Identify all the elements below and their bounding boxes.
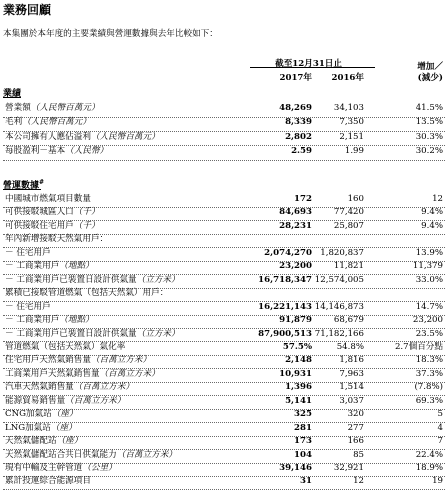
operations-row-label	[5, 315, 94, 326]
label-unit: （人民幣）	[65, 145, 109, 156]
value-2017: 172	[294, 194, 312, 204]
value-2017: 48,269	[279, 103, 312, 113]
value-2017: 23,200	[279, 261, 312, 272]
operations-row	[0, 450, 448, 461]
label-unit: （人民幣百萬元）	[30, 103, 100, 113]
value-2017: 31	[300, 476, 312, 487]
label-main: － 工商業用戶已裝置日設計供氣量	[5, 274, 137, 285]
label-main: 年內新增接駁天然氣用戶：	[5, 234, 109, 245]
operations-row	[0, 476, 448, 487]
label-main: 累積已接駁管道燃氣（包括天然氣）用戶：	[5, 288, 169, 299]
operations-row	[0, 355, 448, 366]
operations-row	[0, 436, 448, 447]
operations-row-label	[5, 423, 77, 434]
value-2017: 2,148	[285, 355, 312, 366]
operations-row-label	[5, 355, 151, 366]
operations-row	[0, 342, 448, 353]
value-2017: 104	[294, 449, 312, 460]
label-main: 管道燃氣（包括天然氣）氣化率	[5, 341, 126, 352]
operations-row-label	[5, 329, 180, 340]
operations-row-label	[5, 409, 78, 420]
operations-row	[0, 423, 448, 434]
value-2016: 166	[347, 436, 364, 447]
value-2017: 84,693	[279, 207, 312, 218]
operations-row-divider	[3, 489, 445, 490]
value-2016: 320	[347, 409, 364, 420]
value-2016: 14,146,873	[314, 301, 364, 312]
value-2016: 25,807	[333, 220, 364, 231]
label-main: － 工商業用戶	[5, 261, 60, 272]
results-row	[0, 103, 448, 114]
operations-row-label	[5, 275, 180, 286]
label-main: － 工商業用戶已裝置日設計供氣量	[5, 328, 137, 339]
label-unit: （座）	[50, 422, 77, 433]
intro-text: 本集團於本年度的主要業績與營運數據與去年比較如下：	[3, 29, 218, 39]
operations-row	[0, 221, 448, 232]
value-2017: 281	[294, 422, 312, 433]
value-2017: 10,931	[279, 368, 312, 379]
operations-row	[0, 382, 448, 393]
value-2017: 173	[294, 436, 312, 447]
label-unit: （百萬立方米）	[90, 355, 152, 366]
operations-row-label	[5, 396, 125, 407]
operations-row-label	[5, 221, 100, 232]
label-unit: （座）	[56, 436, 83, 447]
period-header: 截至12月31日止	[275, 59, 342, 69]
label-unit: （百萬立方米）	[99, 368, 160, 379]
value-change: 7	[437, 436, 443, 447]
value-change: 69.3%	[415, 395, 443, 406]
operations-row	[0, 409, 448, 420]
value-change: 11,379	[412, 261, 443, 272]
value-change: 30.3%	[415, 131, 443, 142]
label-main: － 工商業用戶	[5, 315, 60, 326]
value-change: 5	[437, 409, 443, 420]
results-row-label	[5, 132, 160, 143]
value-change: 30.2%	[415, 145, 443, 156]
value-2016: 11,821	[333, 261, 364, 272]
label-main: 工商業用戶天然氣銷售量	[5, 368, 100, 379]
operations-row-label	[5, 302, 51, 313]
value-2017: 2,802	[285, 131, 312, 142]
value-change: 4	[437, 422, 443, 433]
results-row	[0, 132, 448, 143]
value-change: 13.5%	[415, 117, 443, 128]
value-2016: 3,037	[339, 395, 364, 406]
change-header-bottom: (減少)	[417, 73, 443, 83]
results-row	[0, 117, 448, 128]
operations-heading-mark: #	[39, 179, 45, 186]
operations-row-label	[5, 248, 51, 259]
value-2016: 12	[353, 476, 364, 487]
value-change: 41.5%	[415, 103, 443, 113]
results-row-label	[5, 117, 91, 128]
value-2016: 32,921	[333, 463, 364, 473]
label-main: 可供接駁住宅用戶	[5, 220, 74, 231]
label-main: 營業額	[5, 103, 31, 113]
operations-row	[0, 329, 448, 340]
label-main: 能源貿易銷售量	[5, 395, 66, 406]
label-main: 汽車天然氣銷售量	[5, 382, 74, 393]
value-2016: 77,420	[333, 207, 364, 218]
value-change: 19	[432, 476, 443, 487]
value-change: 2.7個百分點	[394, 341, 443, 352]
label-main: CNG加氣站	[5, 409, 52, 420]
value-change: 12	[432, 194, 443, 204]
value-2016: 2,151	[339, 131, 364, 142]
value-change: 22.4%	[415, 449, 443, 460]
value-change: 18.9%	[415, 463, 443, 473]
operations-row-label	[5, 436, 82, 447]
value-2017: 16,221,143	[258, 301, 312, 312]
value-2017: 16,718,347	[258, 274, 312, 285]
value-change: 13.9%	[415, 247, 443, 258]
value-2016: 7,350	[339, 117, 364, 128]
value-2017: 39,146	[279, 463, 312, 473]
label-unit: （千）	[73, 207, 100, 218]
operations-heading-rule	[3, 189, 41, 190]
operations-row	[0, 463, 448, 474]
value-2016: 7,963	[339, 368, 364, 379]
label-unit: （百萬立方米）	[73, 382, 134, 393]
operations-row	[0, 194, 448, 205]
operations-row-label	[5, 450, 177, 461]
label-main: 現有中輸及主幹管道	[5, 463, 83, 473]
value-change: 33.0%	[415, 274, 443, 285]
label-unit: （座）	[51, 409, 78, 420]
label-unit: （百萬立方米）	[65, 395, 126, 406]
label-unit: （公里）	[82, 463, 117, 473]
value-2017: 87,900,513	[258, 328, 312, 339]
value-change: 23,200	[412, 315, 443, 326]
label-main: － 住宅用戶	[5, 247, 51, 258]
results-row	[0, 146, 448, 157]
change-header-top: 增加／	[417, 62, 443, 72]
value-2017: 5,141	[285, 395, 312, 406]
value-2016: 1,820,837	[320, 247, 364, 258]
page-title: 業務回顧	[3, 3, 52, 17]
results-row-divider	[3, 160, 445, 161]
label-unit: （立方米）	[136, 328, 180, 339]
label-main: 中國城市燃氣項目數量	[5, 194, 91, 204]
operations-row	[0, 261, 448, 272]
value-2016: 12,574,005	[314, 274, 364, 285]
value-change: 9.4%	[421, 207, 443, 218]
label-unit: （人民幣百萬元）	[22, 117, 91, 128]
value-2017: 2.59	[291, 145, 312, 156]
operations-row	[0, 234, 448, 245]
label-main: 天然氣儲配站	[5, 436, 57, 447]
value-2017: 325	[294, 409, 312, 420]
operations-row-label	[5, 342, 125, 353]
value-2016: 71,182,166	[314, 328, 364, 339]
label-main: 天然氣儲配站合共日供氣能力	[5, 449, 117, 460]
value-change: 14.7%	[415, 301, 443, 312]
label-unit: （人民幣百萬元）	[90, 131, 160, 142]
value-2017: 28,231	[279, 220, 312, 231]
value-2016: 160	[347, 194, 364, 204]
label-unit: （地點）	[59, 261, 94, 272]
operations-row	[0, 288, 448, 299]
results-row-label	[5, 146, 108, 157]
value-2016: 34,103	[333, 103, 364, 113]
value-2017: 91,879	[279, 315, 312, 326]
operations-row	[0, 302, 448, 313]
operations-row	[0, 315, 448, 326]
operations-row-label	[5, 369, 160, 380]
value-change: 23.5%	[415, 328, 443, 339]
operations-row	[0, 396, 448, 407]
label-main: － 住宅用戶	[5, 301, 51, 312]
label-unit: （千）	[73, 220, 100, 231]
operations-row-label	[5, 288, 168, 299]
operations-row-label	[5, 194, 91, 205]
label-main: 住宅用戶天然氣銷售量	[5, 355, 91, 366]
operations-row-label	[5, 261, 94, 272]
operations-row-label	[5, 476, 91, 487]
value-2017: 1,396	[285, 382, 312, 393]
value-2017: 8,339	[285, 117, 312, 128]
operations-row-label	[5, 463, 117, 474]
label-main: 毛利	[5, 117, 23, 128]
results-row-label	[5, 103, 100, 114]
operations-row	[0, 248, 448, 259]
value-2017: 57.5%	[282, 341, 312, 352]
label-main: 可供接駁城區人口	[5, 207, 74, 218]
operations-heading-text: 營運數據	[3, 181, 40, 191]
label-main: LNG加氣站	[5, 422, 51, 433]
label-main: 累計投運綜合能源項目	[5, 476, 91, 487]
value-2017: 2,074,270	[264, 247, 312, 258]
value-2016: 1.99	[344, 145, 364, 156]
value-change: 37.3%	[415, 368, 443, 379]
year-2017-header: 2017年	[279, 73, 312, 83]
operations-row-label	[5, 382, 134, 393]
label-unit: （百萬立方米）	[116, 449, 177, 460]
value-2016: 1,816	[339, 355, 364, 366]
value-2016: 68,679	[333, 315, 364, 326]
label-main: 每股盈利－基本	[5, 145, 66, 156]
operations-row-label	[5, 234, 108, 245]
label-main: 本公司擁有人應佔溢利	[5, 131, 91, 142]
operations-row	[0, 275, 448, 286]
operations-row	[0, 369, 448, 380]
year-2016-header: 2016年	[331, 73, 364, 83]
value-change: (7.8%)	[414, 382, 443, 393]
value-2016: 54.8%	[336, 341, 364, 352]
operations-row	[0, 207, 448, 218]
label-unit: （立方米）	[136, 274, 180, 285]
value-change: 18.3%	[415, 355, 443, 366]
value-2016: 1,514	[339, 382, 364, 393]
label-unit: （地點）	[59, 315, 94, 326]
value-2016: 85	[353, 449, 364, 460]
results-heading-rule	[3, 97, 21, 98]
value-change: 9.4%	[421, 220, 443, 231]
operations-row-label	[5, 207, 100, 218]
results-heading: 業績	[3, 89, 22, 99]
period-header-rule	[250, 67, 375, 68]
value-2016: 277	[347, 422, 364, 433]
